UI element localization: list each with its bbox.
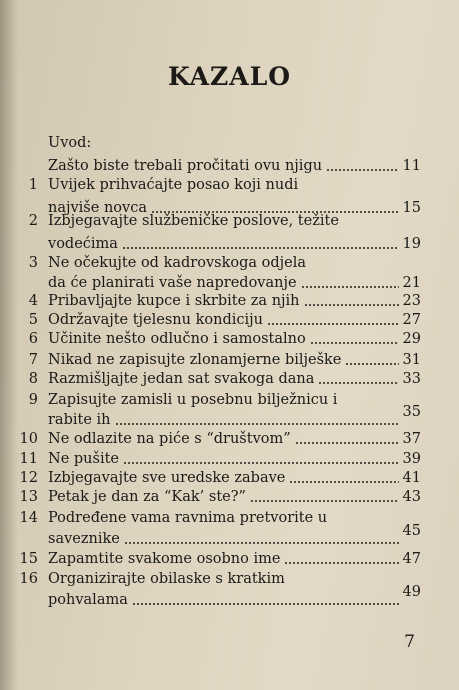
chapter-number: 1 bbox=[28, 177, 38, 193]
page-number: 7 bbox=[404, 632, 415, 652]
toc-line bbox=[0, 428, 459, 450]
toc-page-number: 47 bbox=[402, 551, 421, 567]
chapter-title: Zapisujte zamisli u posebnu bilježnicu i bbox=[48, 392, 338, 408]
chapter-title: saveznike bbox=[48, 531, 120, 547]
chapter-title: Razmišljajte jedan sat svakoga dana bbox=[48, 371, 315, 387]
toc-page-number: 39 bbox=[402, 451, 421, 467]
chapter-title: da će planirati vaše napredovanje bbox=[48, 275, 297, 291]
dot-leader bbox=[295, 442, 399, 444]
chapter-number: 6 bbox=[28, 331, 38, 347]
chapter-number: 9 bbox=[28, 392, 38, 408]
dot-leader bbox=[124, 542, 399, 544]
dot-leader bbox=[310, 342, 399, 344]
chapter-title: Ne očekujte od kadrovskoga odjela bbox=[48, 255, 306, 271]
dot-leader bbox=[122, 247, 399, 249]
toc-page-number: 49 bbox=[402, 584, 421, 600]
toc-page-number: 21 bbox=[402, 275, 421, 291]
chapter-number: 11 bbox=[19, 451, 38, 467]
dot-leader bbox=[326, 169, 399, 171]
chapter-title: Ne pušite bbox=[48, 451, 119, 467]
chapter-number: 3 bbox=[28, 255, 38, 271]
chapter-number: 5 bbox=[28, 312, 38, 328]
chapter-title: pohvalama bbox=[48, 592, 128, 608]
toc-page-number: 45 bbox=[402, 523, 421, 539]
chapter-title: Izbjegavajte službeničke poslove, težite bbox=[48, 213, 339, 229]
chapter-title: Uvijek prihvaćajte posao koji nudi bbox=[48, 177, 299, 193]
chapter-title: Izbjegavajte sve uredske zabave bbox=[48, 470, 286, 486]
dot-leader bbox=[304, 304, 399, 306]
chapter-title: Pribavljajte kupce i skrbite za njih bbox=[48, 293, 300, 309]
toc-line bbox=[0, 523, 459, 550]
chapter-title: Nikad ne zapisujte zlonamjerne bilješke bbox=[48, 352, 342, 368]
toc-line bbox=[0, 584, 459, 611]
chapter-number: 4 bbox=[28, 293, 38, 309]
chapter-number: 8 bbox=[28, 371, 38, 387]
dot-leader bbox=[318, 382, 399, 384]
dot-leader bbox=[301, 286, 399, 288]
toc-line bbox=[0, 368, 459, 390]
dot-leader bbox=[289, 481, 399, 483]
toc-line bbox=[0, 174, 459, 196]
toc-page-number: 31 bbox=[402, 352, 421, 368]
dot-leader bbox=[267, 323, 399, 325]
chapter-title: Zašto biste trebali pročitati ovu njigu bbox=[48, 158, 323, 174]
toc-page-number: 29 bbox=[402, 331, 421, 347]
dot-leader bbox=[115, 423, 399, 425]
chapter-number: 16 bbox=[19, 571, 38, 587]
chapter-number: 7 bbox=[28, 352, 38, 368]
chapter-title: vodećima bbox=[48, 236, 118, 252]
toc-line bbox=[0, 548, 459, 570]
dot-leader bbox=[284, 562, 399, 564]
toc-line bbox=[0, 389, 459, 411]
toc-page-number: 19 bbox=[402, 236, 421, 252]
toc-page-number: 23 bbox=[402, 293, 421, 309]
chapter-number: 12 bbox=[19, 470, 38, 486]
toc-page-number: 37 bbox=[402, 431, 421, 447]
chapter-number: 2 bbox=[28, 213, 38, 229]
dot-leader bbox=[132, 603, 399, 605]
chapter-title: Zapamtite svakome osobno ime bbox=[48, 551, 281, 567]
chapter-title: Održavajte tjelesnu kondiciju bbox=[48, 312, 263, 328]
toc-page-number: 33 bbox=[402, 371, 421, 387]
chapter-title: Uvod: bbox=[48, 135, 92, 151]
toc-line bbox=[0, 507, 459, 529]
chapter-number: 14 bbox=[19, 510, 38, 526]
toc-line bbox=[0, 210, 459, 232]
chapter-title: Podređene vama ravnima pretvorite u bbox=[48, 510, 328, 526]
toc-line bbox=[0, 252, 459, 274]
page-title: KAZALO bbox=[167, 62, 292, 91]
dot-leader bbox=[123, 462, 399, 464]
toc-line bbox=[0, 328, 459, 350]
toc-page-number: 27 bbox=[402, 312, 421, 328]
dot-leader bbox=[345, 363, 399, 365]
chapter-title: Ne odlazite na piće s “društvom” bbox=[48, 431, 291, 447]
toc-line bbox=[0, 132, 459, 154]
toc-page-number: 41 bbox=[402, 470, 421, 486]
toc-page-number: 43 bbox=[402, 489, 421, 505]
toc-line bbox=[0, 568, 459, 590]
chapter-title: rabite ih bbox=[48, 412, 111, 428]
toc-page-number: 35 bbox=[402, 404, 421, 420]
chapter-title: najviše novca bbox=[48, 200, 147, 216]
chapter-number: 13 bbox=[19, 489, 38, 505]
chapter-number: 10 bbox=[19, 431, 38, 447]
chapter-number: 15 bbox=[19, 551, 38, 567]
chapter-title: Učinite nešto odlučno i samostalno bbox=[48, 331, 306, 347]
chapter-title: Petak je dan za “Kak’ ste?” bbox=[48, 489, 246, 505]
dot-leader bbox=[250, 500, 399, 502]
chapter-title: Organizirajte obilaske s kratkim bbox=[48, 571, 285, 587]
toc-line bbox=[0, 486, 459, 508]
toc-page-number: 15 bbox=[402, 200, 421, 216]
toc-page-number: 11 bbox=[402, 158, 421, 174]
